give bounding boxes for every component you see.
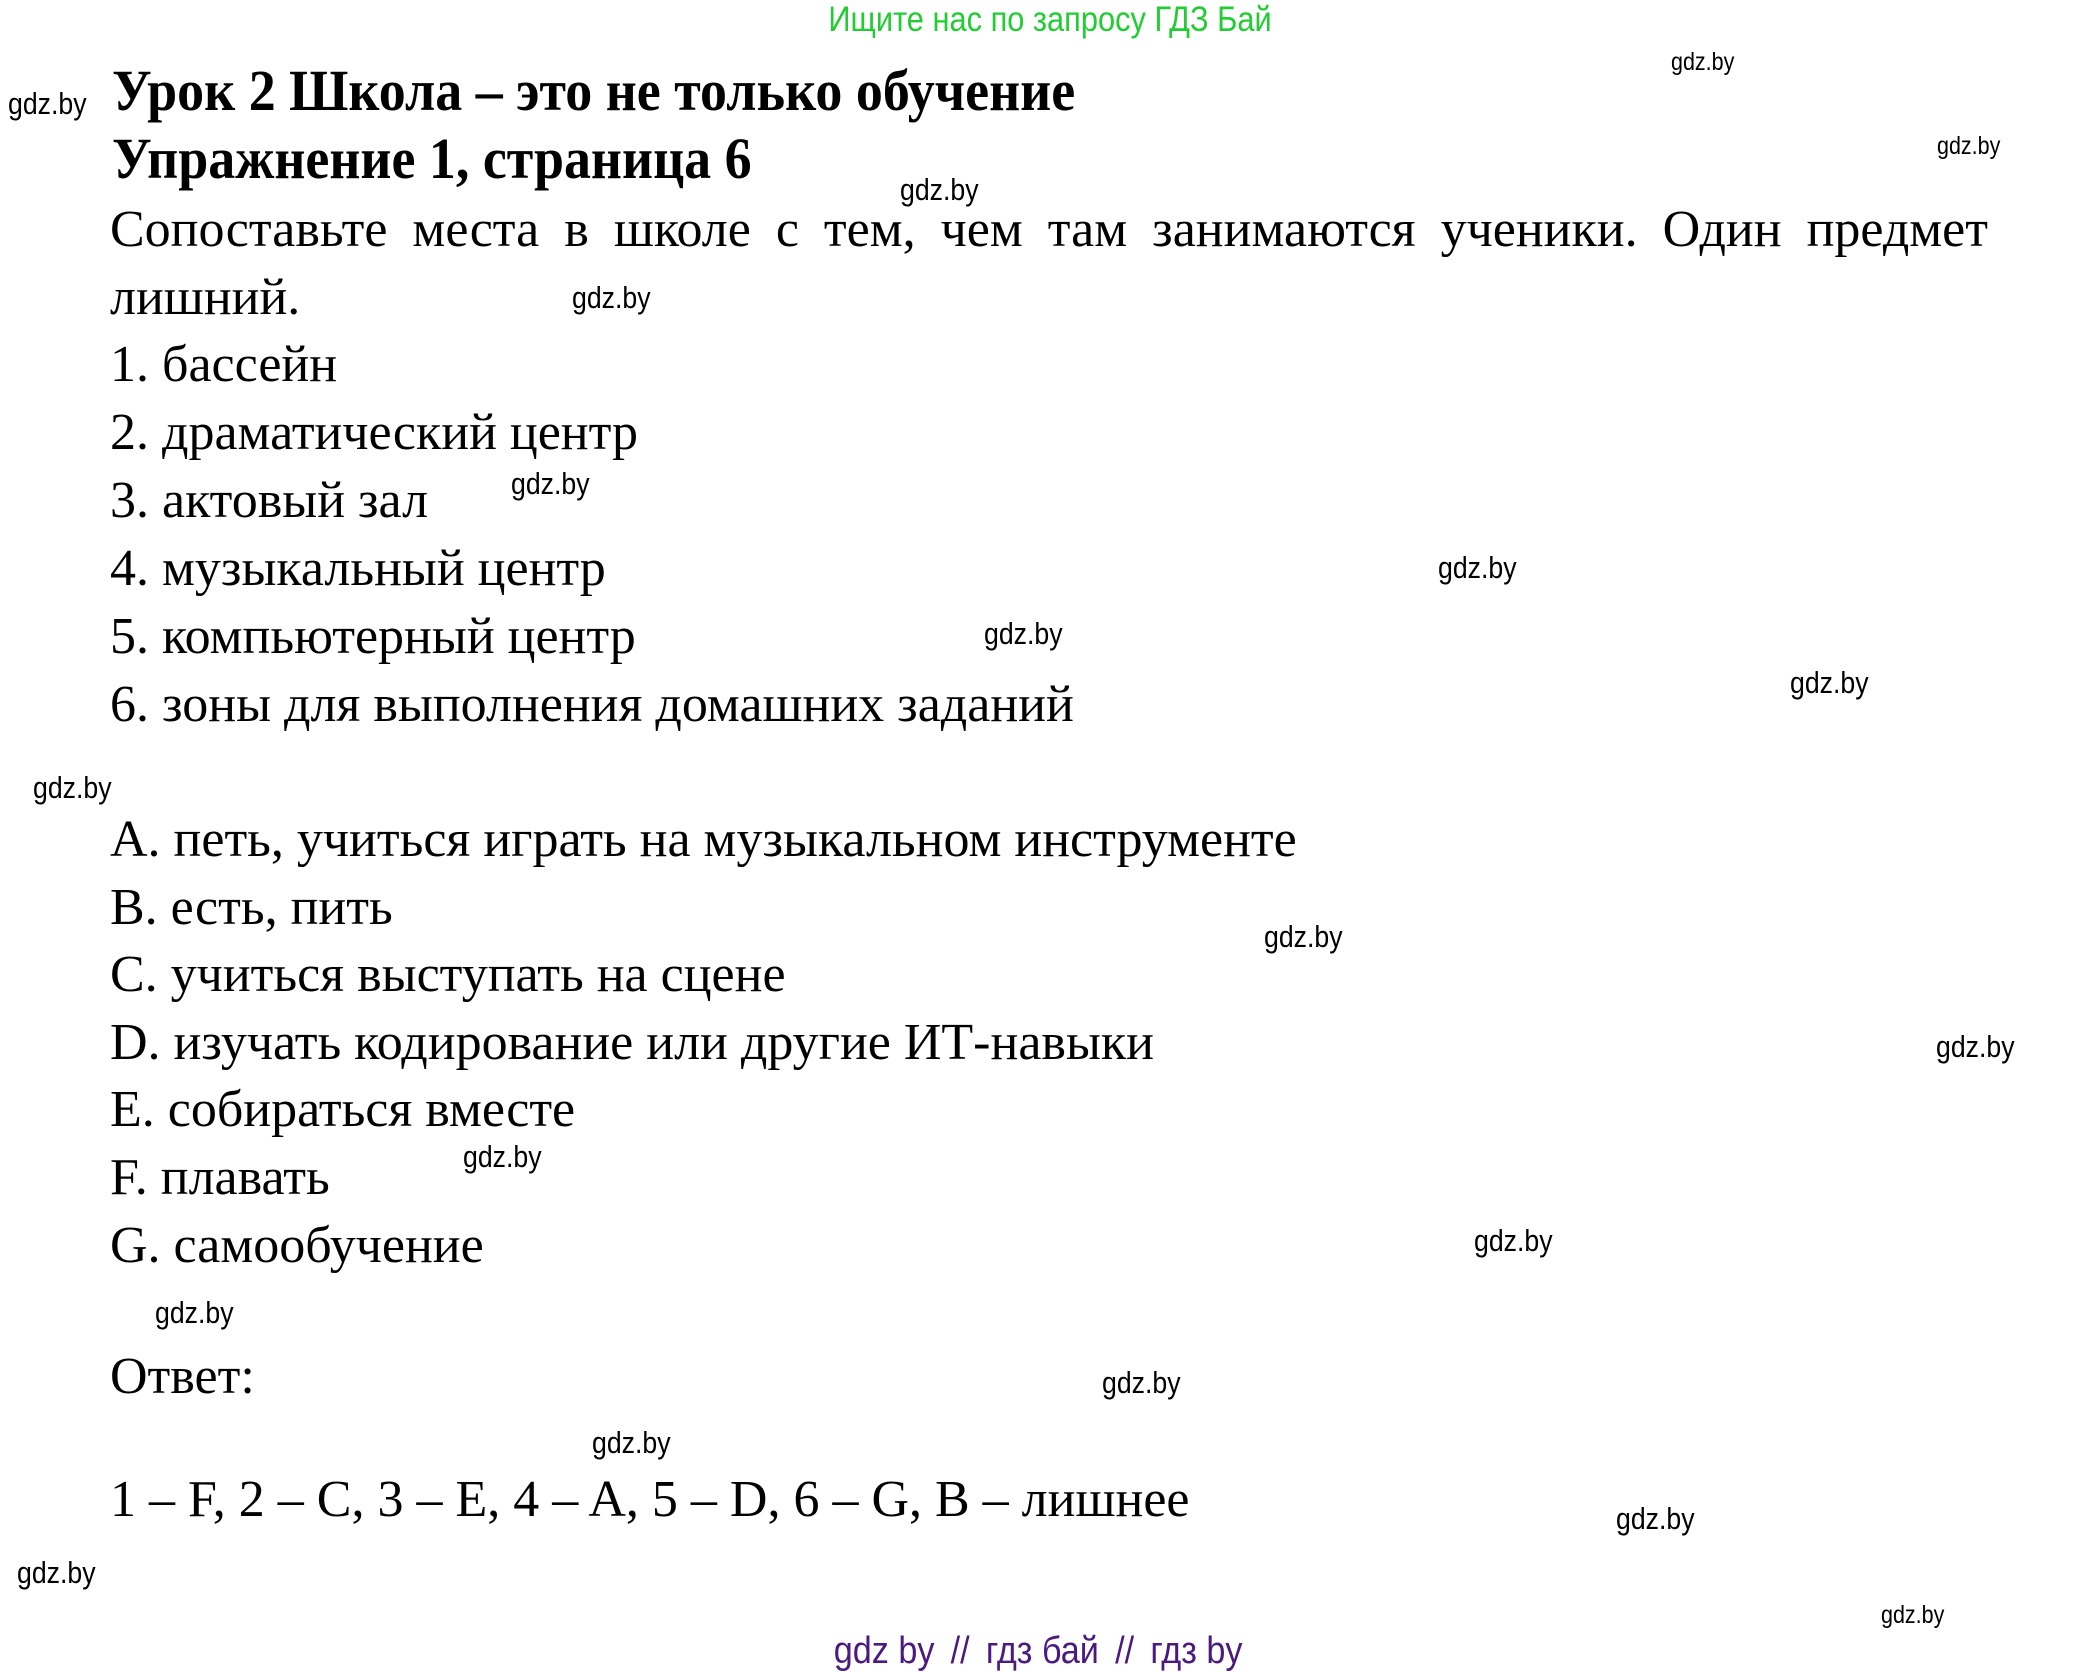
watermark: gdz.by xyxy=(1474,1223,1553,1258)
answer-text: 1 – F, 2 – C, 3 – E, 4 – A, 5 – D, 6 – G, B – лишнее xyxy=(110,1471,1190,1528)
watermark: gdz.by xyxy=(984,616,1063,651)
exercise-instruction: Сопоставьте места в школе с тем, чем там занимаются ученики. Один предмет лишний. xyxy=(110,201,1988,326)
activity-item: E. собираться вместе xyxy=(110,1081,576,1139)
footer-separator: // xyxy=(1114,1630,1134,1672)
watermark: gdz.by xyxy=(1881,1601,1945,1629)
watermark: gdz.by xyxy=(1937,132,2001,160)
watermark: gdz.by xyxy=(17,1555,96,1590)
activity-item: F. плавать xyxy=(110,1148,330,1206)
activity-item: A. петь, учиться играть на музыкальном инструменте xyxy=(110,811,1297,868)
activities-list xyxy=(110,806,1297,1279)
watermark: gdz.by xyxy=(900,172,979,207)
watermark: gdz.by xyxy=(572,280,651,315)
search-promo-banner xyxy=(126,0,1974,40)
watermark: gdz.by xyxy=(1264,919,1343,954)
lesson-title: Урок 2 Школа – это не только обучение xyxy=(112,58,1076,123)
footer-links xyxy=(0,1630,2076,1672)
watermark: gdz.by xyxy=(8,86,87,121)
exercise-title: Упражнение 1, страница 6 xyxy=(112,126,752,191)
place-item: 2. драматический центр xyxy=(110,404,638,461)
promo-text: Ищите нас по запросу ГДЗ Бай xyxy=(828,0,1272,39)
place-item: 6. зоны для выполнения домашних заданий xyxy=(110,676,1074,733)
watermark: gdz.by xyxy=(463,1139,542,1174)
watermark: gdz.by xyxy=(592,1425,671,1460)
watermark: gdz.by xyxy=(1671,48,1735,76)
watermark: gdz.by xyxy=(33,770,112,805)
activity-item: C. учиться выступать на сцене xyxy=(110,946,786,1004)
footer-separator: // xyxy=(950,1630,970,1672)
footer-link-gdz-by[interactable]: gdz by xyxy=(833,1630,935,1672)
place-item: 5. компьютерный центр xyxy=(110,608,636,665)
watermark: gdz.by xyxy=(1936,1029,2015,1064)
watermark: gdz.by xyxy=(1616,1501,1695,1536)
answer-label: Ответ: xyxy=(110,1348,255,1405)
activity-item: B. есть, пить xyxy=(110,878,393,936)
place-item: 1. бассейн xyxy=(110,336,338,393)
watermark: gdz.by xyxy=(511,466,590,501)
footer-link-gdz-bai[interactable]: гдз бай xyxy=(985,1630,1099,1672)
footer-link-gdz-by-cyr[interactable]: гдз by xyxy=(1150,1630,1243,1672)
watermark: gdz.by xyxy=(1102,1365,1181,1400)
activity-item: G. самообучение xyxy=(110,1216,484,1274)
place-item: 4. музыкальный центр xyxy=(110,540,606,597)
activity-item: D. изучать кодирование или другие ИТ-навыки xyxy=(110,1013,1154,1071)
places-list xyxy=(110,331,1074,739)
watermark: gdz.by xyxy=(155,1295,234,1330)
watermark: gdz.by xyxy=(1790,665,1869,700)
watermark: gdz.by xyxy=(1438,550,1517,585)
place-item: 3. актовый зал xyxy=(110,472,429,529)
